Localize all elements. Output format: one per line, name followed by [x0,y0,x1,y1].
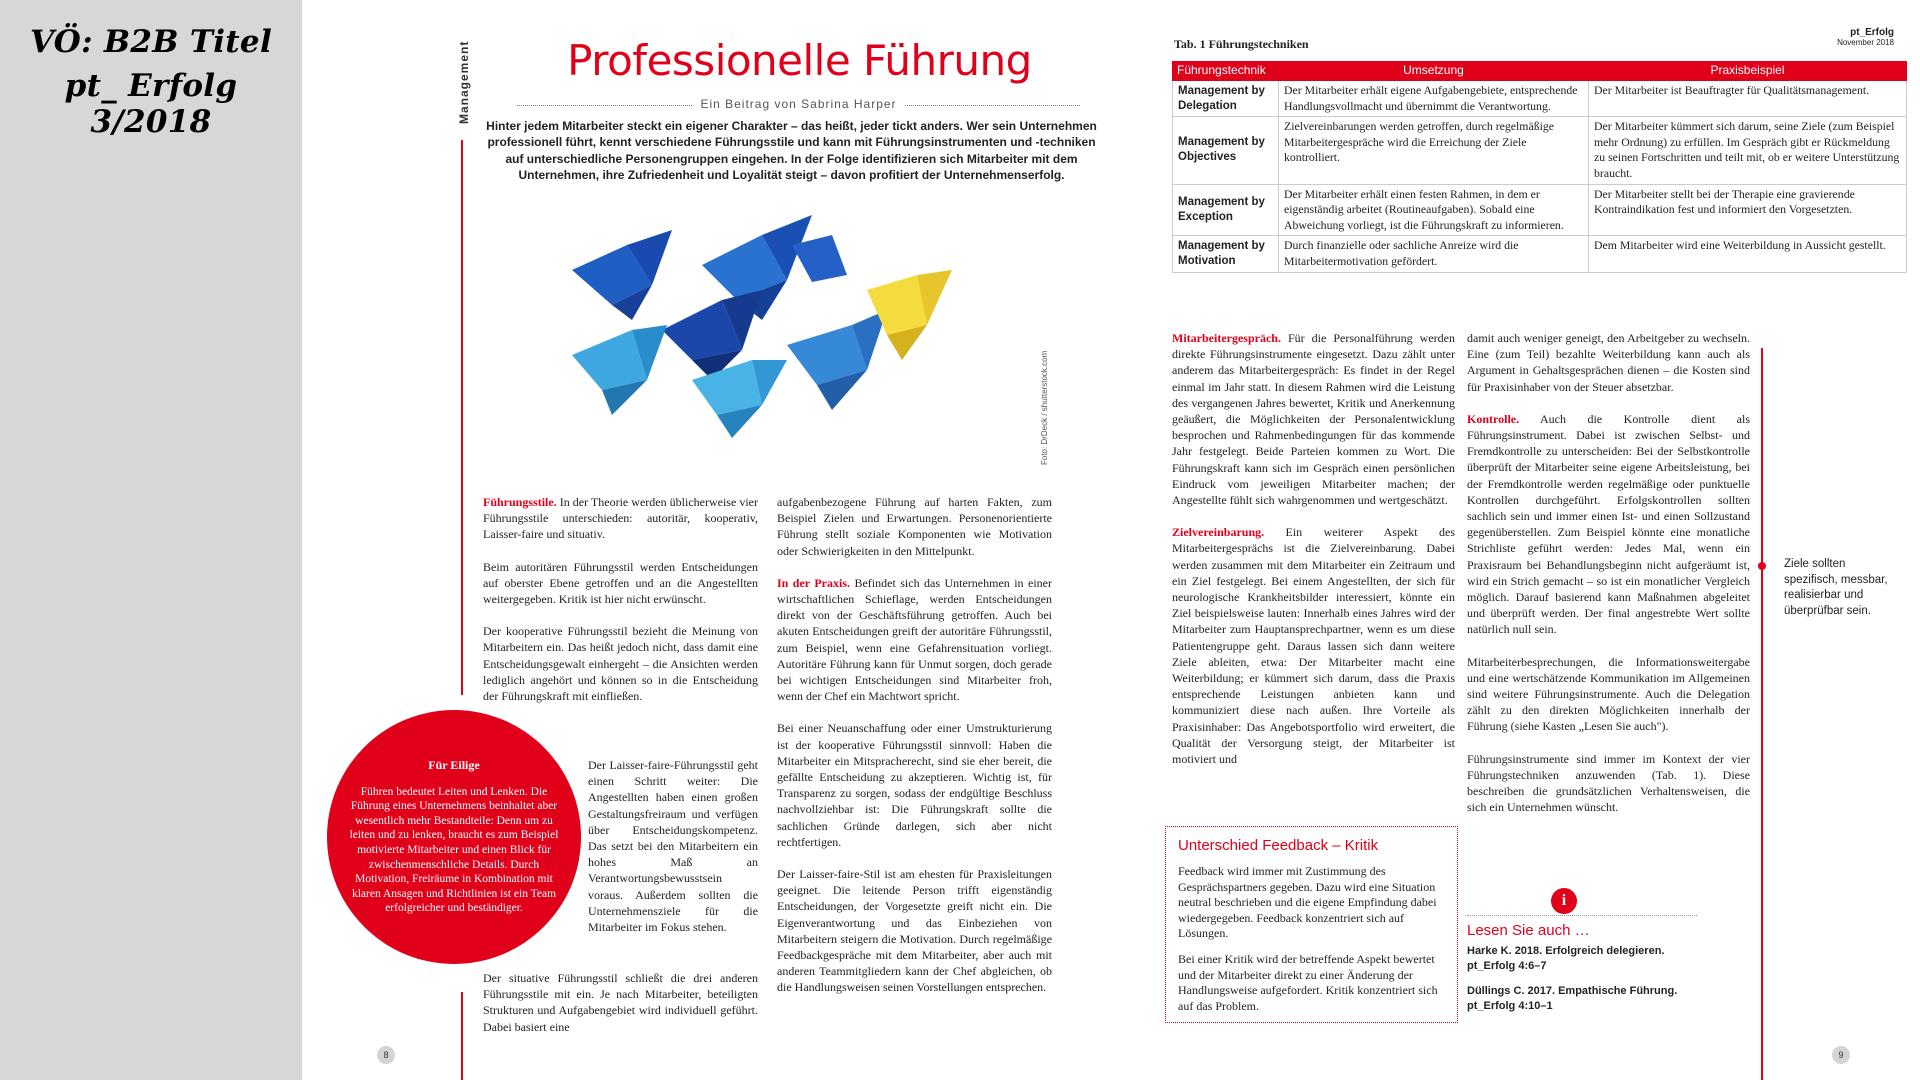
left-column-2: aufgabenbezogene Führung auf harten Fakten, zum Beispiel Zielen und Erwartungen. Personenorientierte Führung stellt soziale Komponenten wie Motivation oder Schwierigkeiten in den Mittelpunkt. In der Praxis. Befindet sich das Unternehmen in einer wirtschaftlichen Schieflage, werden Entscheidungen direkt von der Geschäftsführung getroffen. Auch bei akuten Entscheidungen greift der autoritäre Führungsstil, zum Beispiel, wenn eine Gefahrensituation vorliegt. Autoritäre Führung kann für Unmut sorgen, doch gerade bei wichtigen Entscheidungen sind Mitarbeiter froh, wenn der Chef ein Machtwort spricht. Bei einer Neuanschaffung oder einer Umstrukturierung ist der kooperative Führungsstil sinnvoll: Haben die Mitarbeiter ein Mitspracherecht, sind sie eher bereit, die gefällte Entscheidung zu akzeptieren. Wichtig ist, für Transparenz zu sorgen, sodass der endgültige Beschluss nachvollziehbar ist: Die Führungskraft sollte die sachlichen Gründe darlegen, sich aber nicht rechtfertigen. Der Laisser-faire-Stil ist am ehesten für Praxisleitungen geeignet. Die leitende Person trifft eigenständig Entscheidungen, der Vorgesetzte greift nicht ein. Die Eigenverantwortung und das Einbeziehen von Mitarbeitern steigern die Motivation. Durch regelmäßige Feedbackgespräche mit dem Mitarbeiter, aber auch mit anderen Teammitgliedern kann der Chef abgleichen, ob die Handlungsweisen seinen Vorstellungen entsprechen. [777,495,1052,995]
subhead-fuehrungsstile: Führungsstile. [483,495,557,509]
subhead-kontrolle: Kontrolle. [1467,411,1520,426]
brand-header [1837,27,1894,47]
paragraph: aufgabenbezogene Führung auf harten Fakten, zum Beispiel Zielen und Erwartungen. Personenorientierte Führung stellt soziale Komponenten wie Motivation oder Schwierigkeiten in den Mittelpunkt. [777,495,1052,558]
margin-dot [1758,562,1766,570]
table-header: Umsetzung [1279,62,1589,81]
origami-birds-icon [532,210,1012,440]
photo-credit: Foto: DrDeck / shutterstock.com [1040,350,1049,465]
right-column-2: damit auch weniger geneigt, den Arbeitgeber zu wechseln. Eine (zum Teil) bezahlte Weiterbildung kann auch als Argument in Gehaltsgesprächen dienen – die Kosten sind für Praxisinhaber von der Steuer absetzbar. Kontrolle. Auch die Kontrolle dient als Führungsinstrument. Dabei ist zwischen Selbst- und Fremdkontrolle zu unterscheiden: Bei der Selbstkontrolle überprüft der Mitarbeiter seine eigene Arbeitsleistung, bei der Fremdkontrolle werden regelmäßige oder punktuelle Kontrollen durchgeführt. Erfolgskontrollen sollten sachlich sein und immer einen Ist- und einen Sollzustand gegenüberstellen. Zum Beispiel könnte eine monatliche Strichliste geführt werden: Jedes Mal, wenn ein Praxisraum bei Behandlungsbeginn nicht aufgeräumt ist, wird ein Strich gemacht – so ist ein monatlicher Vergleich möglich. Darauf basierend kann Maßnahmen abgeleitet und überprüft werden. Der final angestrebte Wert sollte natürlich null sein. Mitarbeiterbesprechungen, die Informationsweitergabe und eine wertschätzende Kommunikation im Allgemeinen sind weitere Führungsinstrumente. Auch die Delegation zählt zu den direkten Möglichkeiten innerhalb der Führung (siehe Kasten „Lesen Sie auch"). Führungsinstrumente sind immer im Kontext der vier Führungstechniken anzuwenden (Tab. 1). Diese beschreiben die grundsätzlichen Verhaltensweisen, die sich ein Unternehmen wünscht. [1467,331,1750,815]
issue-label: pt_ Erfolg 3/2018 [64,68,238,140]
page-title: Professionelle Führung [567,36,1032,85]
paragraph: Bei einer Neuanschaffung oder einer Umstrukturierung ist der kooperative Führungsstil sinnvoll: Haben die Mitarbeiter ein Mitspracherecht, sind sie eher bereit, die gefällte Entscheidung zu akzeptieren. Wichtig ist, für Transparenz zu sorgen, sodass der endgültige Beschluss nachvollziehbar ist: Die Führungskraft sollte die sachlichen Gründe darlegen, sich aber nicht rechtfertigen. [777,721,1052,849]
summary-text: Führen bedeutet Leiten und Lenken. Die Führung eines Unternehmens beinhaltet aber wesentlich mehr Bestandteile: Denn um zu leiten und zu lenken, braucht es zum Beispiel motivierte Mitarbeiter und einen Blick für zwischenmenschliche Details. Durch Motivation, Freiräume in Kombination mit klaren Ansagen und Richtlinien ist ein Team erfolgreicher und beständiger. [349,785,559,915]
right-column-1: Mitarbeitergespräch. Für die Personalführung werden direkte Führungsinstrumente eingesetzt. Dazu zählt unter anderem das Mitarbeitergespräch: Es findet in der Regel einmal im Jahr statt. In diesem Rahmen wird die Leistung des vergangenen Jahres bewertet, Kritik und Anerkennung geäußert, die Möglichkeiten der Personalentwicklung besprochen und Rahmenbedingungen für das kommende Jahr festgelegt. Beide Parteien kommen zu Wort. Die Führungskraft kann sich im Gespräch einen persönlichen Eindruck vom jeweiligen Mitarbeiter machen; der Angestellte fühlt sich wahrgenommen und wertgeschätzt. Zielvereinbarung. Ein weiterer Aspekt des Mitarbeitergesprächs ist die Zielvereinbarung. Dabei werden zusammen mit dem Mitarbeiter ein Zeitraum und ein Ziel festgelegt. Bei einem Angestellten, der sich für neurologische Krankheitsbilder interessiert, könnte ein Ziel beispielsweise lauten: Innerhalb eines Jahres wird der Mitarbeiter zum Hauptansprechpartner, wenn es um diese Patientengruppe geht. Daraus lassen sich dann weitere Ziele ableiten, etwa: Der Mitarbeiter macht eine Weiterbildung; er kümmert sich darum, dass die Praxis entsprechende Leistungen anbieten kann und kommuniziert diese nach außen. Ihre Vorteile als Praxisinhaber: Das Angebotsportfolio wird erweitert, die Qualität der Versorgung steigt, der Mitarbeiter ist motiviert und [1172,331,1455,767]
table-header: Führungstechnik [1173,62,1279,81]
paragraph: Führungsinstrumente sind immer im Kontext der vier Führungstechniken anzuwenden (Tab. 1). Diese beschreiben die grundsätzlichen Verhaltensweisen, die sich ein Unternehmen wünscht. [1467,751,1750,815]
byline [517,97,1080,111]
issue-date: November 2018 [1837,38,1894,47]
left-column-1: Führungsstile. In der Theorie werden üblicherweise vier Führungsstile unterschieden: autoritär, kooperativ, Laisser-faire und situativ. Beim autoritären Führungsstil werden Entscheidungen auf oberster Ebene getroffen und an die Angestellten weitergegeben. Kritik ist hier nicht erwünscht. Der kooperative Führungsstil bezieht die Meinung von Mitarbeitern ein. Das heißt jedoch nicht, dass damit eine Entscheidungsgewalt einhergeht – die Ansichten werden lediglich angehört und können so in die Entscheidung der Führungskraft mit einfließen. [483,495,758,704]
subhead-in-der-praxis: In der Praxis. [777,575,851,590]
paragraph: Mitarbeiterbesprechungen, die Informationsweitergabe und eine wertschätzende Kommunikation im Allgemeinen sind weitere Führungsinstrumente. Auch die Delegation zählt zu den direkten Möglichkeiten innerhalb der Führung (siehe Kasten „Lesen Sie auch"). [1467,654,1750,734]
release-label: VÖ: B2B Titel [29,24,273,60]
margin-line [1761,348,1763,1080]
table-header: Praxisbeispiel [1589,62,1907,81]
paragraph: Der situative Führungsstil schließt die drei anderen Führungsstile mit ein. Je nach Mitarbeiter, beteiligten Strukturen und Aufgabengebiet wird individuell geführt. Dabei basiert eine [483,971,758,1034]
brand-name: pt_Erfolg [1850,27,1894,38]
table-row: Management by Objectives Zielvereinbarungen werden getroffen, durch regelmäßige Mitarbeitergespräche wird die Erreichung der Ziele kontrolliert. Der Mitarbeiter kümmert sich darum, seine Ziele (zum Beispiel mehr Ordnung) zu erfüllen. Im Gespräch gibt er Rückmeldung zu seinen Fortschritten und teilt mit, ob er weitere Unterstützung braucht. [1173,117,1907,184]
paragraph: Der Laisser-faire-Führungsstil geht einen Schritt weiter: Die Angestellten haben einen großen Gestaltungsfreiraum und verfügen über Entscheidungskompetenz. Das setzt bei den Mitarbeitern ein hohes Maß an Verantwortungsbewusstsein voraus. Außerdem sollten die Unternehmensziele für die Mitarbeiter im Fokus stehen. [588,758,758,935]
section-divider-line-lower [461,992,463,1080]
box-paragraph: Bei einer Kritik wird der betreffende Aspekt bewertet und der Mitarbeiter direkt zu einer Änderung der Handlungsweise aufgefordert. Kritik konzentriert sich auf das Problem. [1178,951,1438,1013]
section-label: Management [457,40,471,124]
right-page [1141,0,1920,1080]
bird-blue-6 [787,310,887,410]
section-divider-line [461,140,463,695]
left-page [302,0,1141,1080]
reference-list [1467,944,1697,1024]
reference-item: Harke K. 2018. Erfolgreich delegieren. pt_Erfolg 4:6–7 [1467,945,1665,972]
left-column-1-wrap [588,757,758,951]
subhead-mitarbeitergespraech: Mitarbeitergespräch. [1172,331,1281,345]
reference-item: Düllings C. 2017. Empathische Führung. pt_Erfolg 4:10–1 [1467,985,1678,1012]
left-column-1-bottom [483,970,758,1051]
margin-note: Ziele sollten spezifisch, messbar, realisierbar und überprüfbar sein. [1784,558,1888,617]
table-caption: Tab. 1 Führungstechniken [1174,37,1309,51]
box-heading: Unterschied Feedback – Kritik [1178,837,1379,854]
table-row: Management by Delegation Der Mitarbeiter erhält eigene Aufgabengebiete, entsprechende Handlungsvollmacht und übernimmt die Verantwortung. Der Mitarbeiter ist Beauftragter für Qualitätsmanagement. [1173,81,1907,117]
techniques-table [1172,61,1907,273]
sidebar-label-panel [0,0,302,1080]
paragraph: Beim autoritären Führungsstil werden Entscheidungen auf oberster Ebene getroffen und an die Angestellten weitergegeben. Kritik ist hier nicht erwünscht. [483,559,758,607]
box-paragraph: Feedback wird immer mit Zustimmung des Gesprächspartners gegeben. Dazu wird eine Situation neutral beschrieben und die eigene Empfindung dabei wiedergegeben. Feedback konzentriert sich auf Lösungen. [1178,864,1437,941]
author-byline: Ein Beitrag von Sabrina Harper [700,97,897,111]
info-icon: i [1551,888,1577,914]
bird-dark-blue-1 [572,230,672,320]
feedback-vs-criticism-box [1165,826,1458,1023]
table-row: Management by Motivation Durch finanzielle oder sachliche Anreize wird die Mitarbeitermotivation gefördert. Dem Mitarbeiter wird eine Weiterbildung in Aussicht gestellt. [1173,236,1907,272]
table-row: Management by Exception Der Mitarbeiter erhält einen festen Rahmen, in dem er eigenständig arbeitet (Routineaufgaben). Sobald eine Abweichung vorliegt, ist die Führungskraft zu informieren. Der Mitarbeiter stellt bei der Therapie eine gravierende Kontraindikation fest und informiert den Vorgesetzten. [1173,184,1907,236]
lead-paragraph: Hinter jedem Mitarbeiter steckt ein eigener Charakter – das heißt, jeder tickt anders. Wer sein Unternehmen professionell führt, kennt verschiedene Führungsstile und kann mit Führungsinstrumenten und -techniken auf unterschiedliche Personengruppen eingehen. In der Folge identifizieren sich Mitarbeiter mit dem Unternehmen, ihre Zufriedenheit und Loyalität steigt – davon profitiert der Unternehmenserfolg. [486,119,1097,183]
paragraph: damit auch weniger geneigt, den Arbeitgeber zu wechseln. Eine (zum Teil) bezahlte Weiterbildung kann auch als Argument in Gehaltsgesprächen dienen – die Kosten sind für Praxisinhaber von der Steuer absetzbar. [1467,331,1750,394]
paragraph: Der Laisser-faire-Stil ist am ehesten für Praxisleitungen geeignet. Die leitende Person trifft eigenständig Entscheidungen, der Vorgesetzte greift nicht ein. Die Eigenverantwortung und das Einbeziehen von Mitarbeitern steigern die Motivation. Durch regelmäßige Feedbackgespräche mit dem Mitarbeiter, aber auch mit anderen Teammitgliedern kann der Chef abgleichen, ob die Handlungsweisen seinen Vorstellungen entsprechen. [777,867,1052,995]
paragraph: Der kooperative Führungsstil bezieht die Meinung von Mitarbeitern ein. Das heißt jedoch nicht, dass damit eine Entscheidungsgewalt einhergeht – die Ansichten werden lediglich angehört und können so in die Entscheidung der Führungskraft mit einfließen. [483,624,758,704]
summary-heading: Für Eilige [428,758,480,772]
see-also-heading: Lesen Sie auch … [1467,922,1590,939]
subhead-zielvereinbarung: Zielvereinbarung. [1172,525,1265,540]
page-number: 8 [377,1046,395,1064]
summary-circle [327,710,581,964]
bird-light-blue-4 [572,325,667,415]
page-number: 9 [1832,1046,1850,1064]
bird-yellow-7 [867,270,952,360]
